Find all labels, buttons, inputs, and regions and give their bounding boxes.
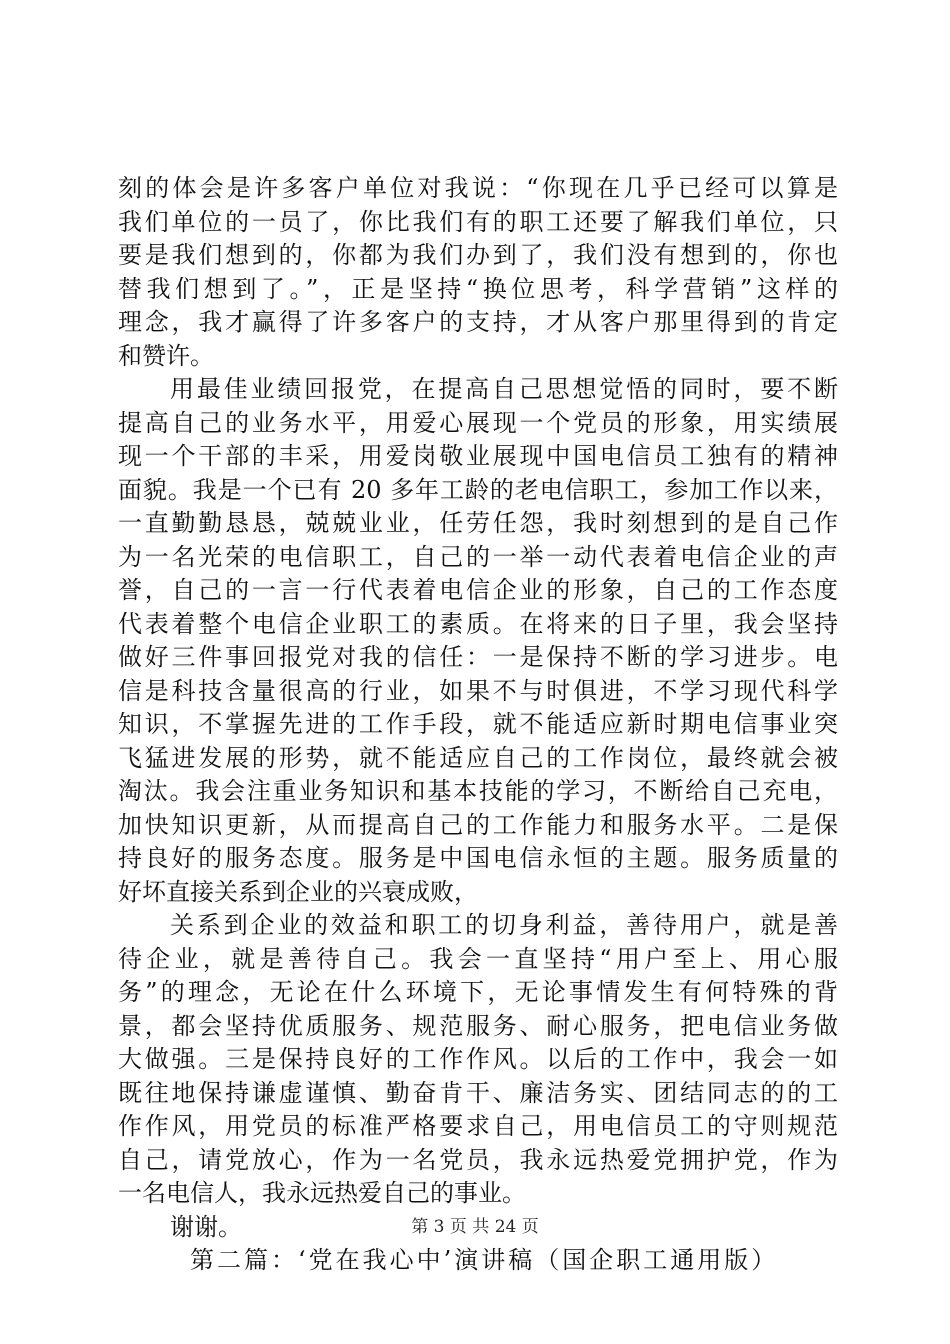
paragraph-3 bbox=[118, 909, 838, 1211]
text-line: 好坏直接关系到企业的兴衰成败， bbox=[118, 877, 478, 906]
paragraph-1 bbox=[118, 172, 838, 373]
text-line: 关系到企业的效益和职工的切身利益，善待用户，就是善 bbox=[170, 911, 838, 939]
text-line: 为一名光荣的电信职工，自己的一举一动代表着电信企业的声 bbox=[118, 542, 838, 571]
text-line: 要是我们想到的，你都为我们办到了，我们没有想到的，你也 bbox=[118, 241, 838, 269]
text-line: 自己，请党放心，作为一名党员，我永远热爱党拥护党，作为 bbox=[118, 1145, 838, 1174]
text-line: 一名电信人，我永远热爱自己的事业。 bbox=[118, 1179, 526, 1207]
text-line: 替我们想到了。”，正是坚持“换位思考，科学营销”这样的 bbox=[118, 274, 838, 303]
text-line: 景，都会坚持优质服务、规范服务、耐心服务，把电信业务做 bbox=[118, 1011, 838, 1040]
page-footer: 第 3 页 共 24 页 bbox=[411, 1217, 539, 1237]
text-line: 谢谢。 bbox=[170, 1212, 242, 1241]
text-line: 我们单位的一员了，你比我们有的职工还要了解我们单位，只 bbox=[118, 207, 838, 236]
section-heading: 第二篇：‘党在我心中’演讲稿（国企职工通用版） bbox=[190, 1246, 779, 1274]
document-body bbox=[118, 172, 838, 1278]
paragraph-2 bbox=[118, 373, 838, 909]
text-line: 飞猛进发展的形势，就不能适应自己的工作岗位，最终就会被 bbox=[118, 743, 838, 772]
text-line: 用最佳业绩回报党，在提高自己思想觉悟的同时，要不断 bbox=[170, 375, 838, 403]
text-line: 作作风，用党员的标准严格要求自己，用电信员工的守则规范 bbox=[118, 1112, 838, 1140]
text-line: 誉，自己的一言一行代表着电信企业的形象，自己的工作态度 bbox=[118, 576, 838, 604]
text-line: 加快知识更新，从而提高自己的工作能力和服务水平。二是保 bbox=[118, 810, 838, 839]
text-line: 理念，我才赢得了许多客户的支持，才从客户那里得到的肯定 bbox=[118, 308, 838, 336]
text-line: 大做强。三是保持良好的工作作风。以后的工作中，我会一如 bbox=[118, 1045, 838, 1073]
text-line: 持良好的服务态度。服务是中国电信永恒的主题。服务质量的 bbox=[118, 844, 838, 872]
text-line: 现一个干部的丰采，用爱岗敬业展现中国电信员工独有的精神 bbox=[118, 442, 838, 470]
text-line: 务”的理念，无论在什么环境下，无论事情发生有何特殊的背 bbox=[118, 978, 838, 1006]
text-line: 待企业，就是善待自己。我会一直坚持“用户至上、用心服 bbox=[118, 944, 838, 973]
text-line: 一直勤勤恳恳，兢兢业业，任劳任怨，我时刻想到的是自己作 bbox=[118, 509, 838, 537]
text-line: 代表着整个电信企业职工的素质。在将来的日子里，我会坚持 bbox=[118, 609, 838, 638]
text-line: 面貌。我是一个已有 20 多年工龄的老电信职工，参加工作以来， bbox=[118, 475, 838, 504]
text-line: 刻的体会是许多客户单位对我说：“你现在几乎已经可以算是 bbox=[118, 174, 838, 202]
text-line: 既往地保持谦虚谨慎、勤奋肯干、廉洁务实、团结同志的的工 bbox=[118, 1078, 838, 1107]
text-line: 和赞许。 bbox=[118, 341, 214, 370]
text-line: 做好三件事回报党对我的信任：一是保持不断的学习进步。电 bbox=[118, 643, 838, 671]
text-line: 知识，不掌握先进的工作手段，就不能适应新时期电信事业突 bbox=[118, 710, 838, 738]
text-line: 提高自己的业务水平，用爱心展现一个党员的形象，用实绩展 bbox=[118, 408, 838, 437]
text-line: 信是科技含量很高的行业，如果不与时俱进，不学习现代科学 bbox=[118, 676, 838, 705]
text-line: 淘汰。我会注重业务知识和基本技能的学习，不断给自己充电， bbox=[118, 777, 838, 805]
